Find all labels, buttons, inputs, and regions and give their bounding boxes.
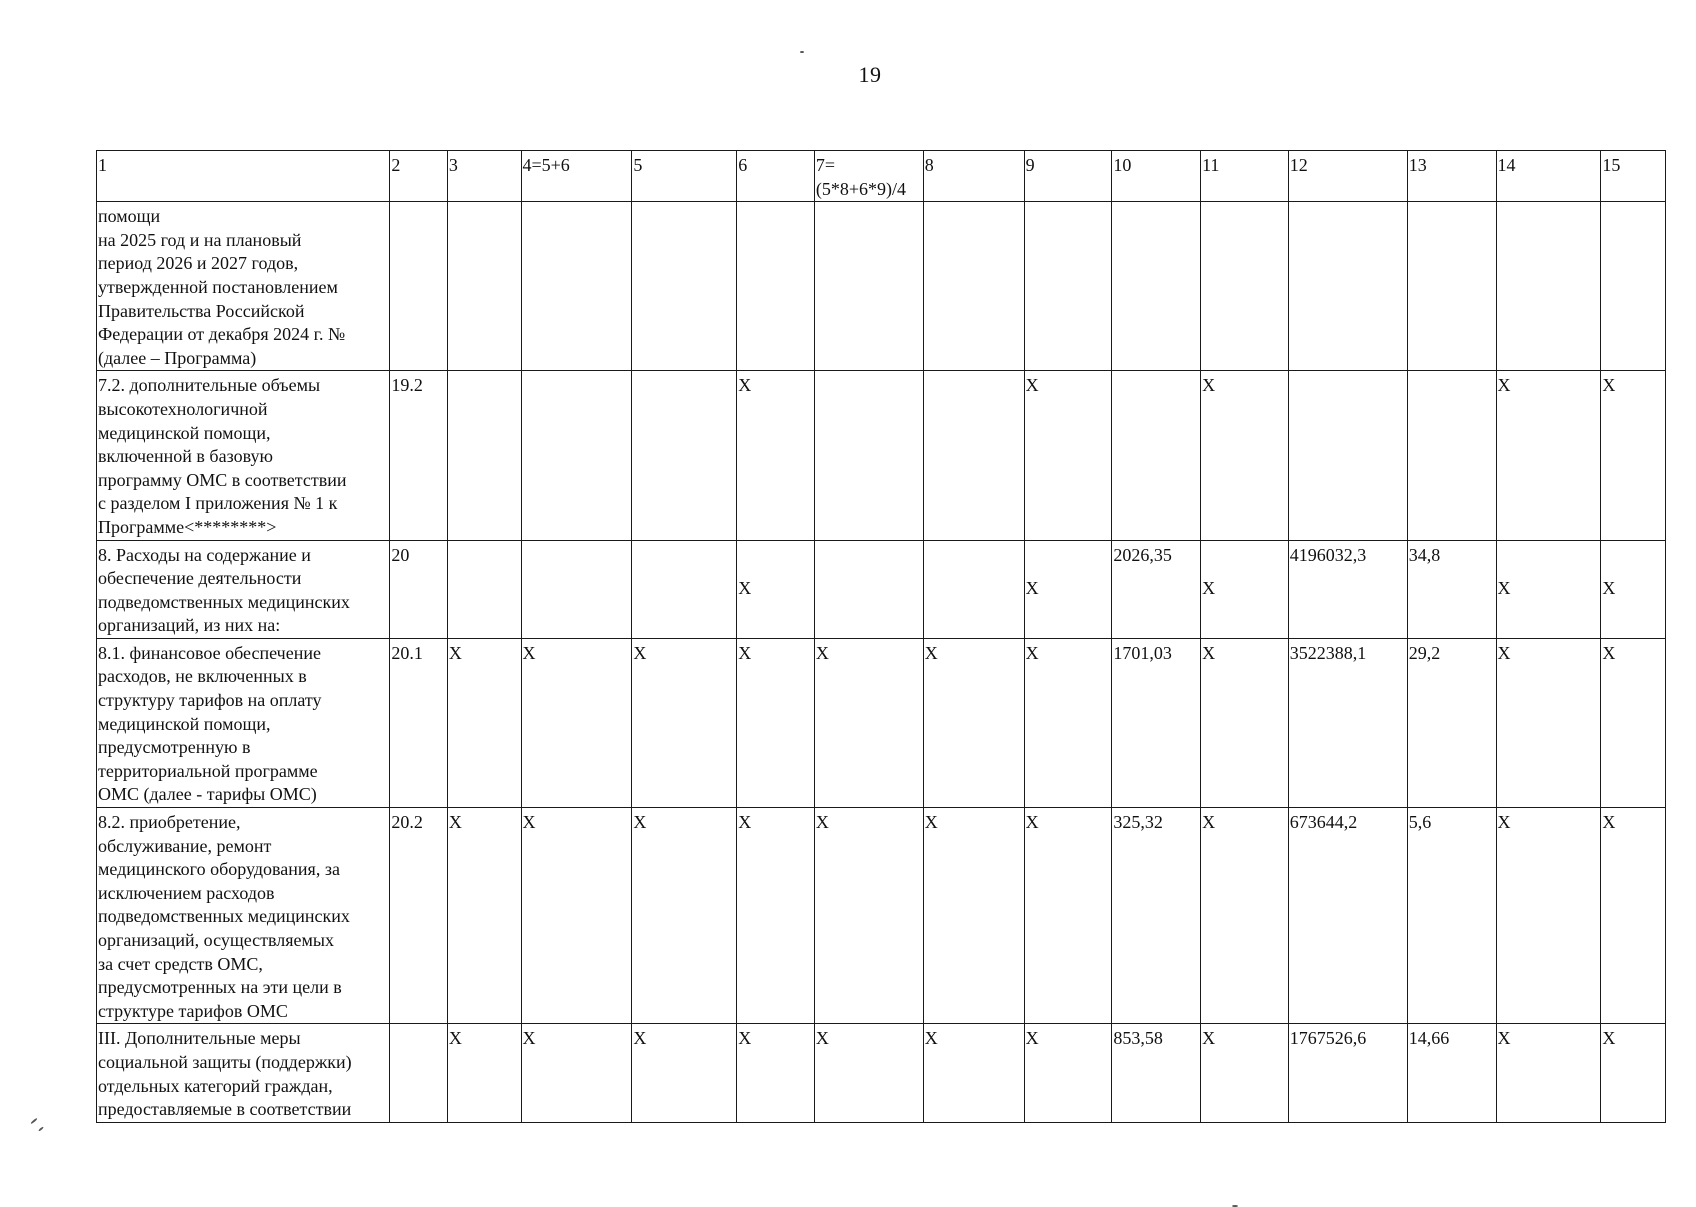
description-line: подведомственных медицинских [98, 591, 350, 612]
description-line: структуре тарифов ОМС [98, 1000, 288, 1021]
cell-col-14: X [1496, 638, 1601, 807]
cell-col-2: 20.2 [390, 808, 447, 1024]
description-line: 8.1. финансовое обеспечение [98, 642, 321, 663]
description-line: исключением расходов [98, 882, 275, 903]
cell-col-4: X [521, 808, 632, 1024]
cell-col-15 [1601, 202, 1666, 371]
scan-speck [800, 51, 804, 53]
row-description [97, 808, 390, 1024]
cell-col-5 [632, 540, 737, 638]
cell-col-2: 19.2 [390, 371, 447, 540]
cell-col-11: X [1201, 808, 1289, 1024]
header-cell-10: 10 [1112, 151, 1201, 202]
cell-col-10 [1112, 371, 1201, 540]
cell-col-3: X [447, 808, 521, 1024]
table-row [97, 202, 1666, 371]
cell-col-6: X [737, 371, 815, 540]
description-line: структуру тарифов на оплату [98, 690, 322, 711]
description-line: включенной в базовую [98, 446, 273, 467]
cell-col-11: X [1201, 638, 1289, 807]
header-cell-6: 6 [737, 151, 815, 202]
cell-col-15: X [1601, 638, 1666, 807]
cell-col-4 [521, 540, 632, 638]
description-line: обеспечение деятельности [98, 568, 302, 589]
cell-col-4 [521, 371, 632, 540]
description-line: (далее – Программа) [98, 347, 257, 368]
page-number: 19 [858, 62, 882, 87]
cell-col-9: X [1024, 371, 1112, 540]
cell-col-14: X [1496, 808, 1601, 1024]
cell-col-7 [814, 371, 923, 540]
description-line: предусмотренных на эти цели в [98, 977, 342, 998]
cell-col-6: X [737, 638, 815, 807]
row-description [97, 1024, 390, 1122]
cell-col-10: 1701,03 [1112, 638, 1201, 807]
cell-col-2: 20.1 [390, 638, 447, 807]
cell-col-15: X [1601, 371, 1666, 540]
cell-col-13: 14,66 [1407, 1024, 1496, 1122]
cell-col-8 [923, 371, 1024, 540]
description-line: организаций, из них на: [98, 615, 281, 636]
description-line: 7.2. дополнительные объемы [98, 375, 321, 396]
cell-col-14 [1496, 202, 1601, 371]
description-line: за счет средств ОМС, [98, 953, 263, 974]
header-cell-5: 5 [632, 151, 737, 202]
description-line: III. Дополнительные меры [98, 1028, 301, 1049]
cell-col-6: X [737, 1024, 815, 1122]
cell-col-12: 3522388,1 [1288, 638, 1407, 807]
cell-col-10 [1112, 202, 1201, 371]
description-line: 8. Расходы на содержание и [98, 544, 311, 565]
cell-col-12 [1288, 202, 1407, 371]
cell-col-5: X [632, 808, 737, 1024]
cell-col-5 [632, 202, 737, 371]
table-row [97, 540, 1666, 638]
description-line: социальной защиты (поддержки) [98, 1051, 352, 1072]
table-row [97, 808, 1666, 1024]
cell-col-15: X [1601, 1024, 1666, 1122]
description-line: медицинской помощи, [98, 422, 271, 443]
description-line: Программе<********> [98, 516, 277, 537]
description-line: Федерации от декабря 2024 г. № [98, 324, 346, 345]
header-cell-2: 2 [390, 151, 447, 202]
description-line: период 2026 и 2027 годов, [98, 253, 299, 274]
cell-col-9 [1024, 202, 1112, 371]
table-row [97, 638, 1666, 807]
cell-col-7: X [814, 1024, 923, 1122]
cell-col-5: X [632, 638, 737, 807]
cell-col-3 [447, 202, 521, 371]
cell-col-2 [390, 1024, 447, 1122]
cell-col-4: X [521, 638, 632, 807]
cell-col-5 [632, 371, 737, 540]
description-line: утвержденной постановлением [98, 276, 338, 297]
cell-col-8 [923, 540, 1024, 638]
cell-col-14: X [1496, 540, 1601, 638]
header-cell-7: 7= (5*8+6*9)/4 [814, 151, 923, 202]
header-cell-13: 13 [1407, 151, 1496, 202]
header-cell-11: 11 [1201, 151, 1289, 202]
cell-col-6 [737, 202, 815, 371]
header-cell-12: 12 [1288, 151, 1407, 202]
cell-col-3: X [447, 1024, 521, 1122]
cell-col-12: 4196032,3 [1288, 540, 1407, 638]
cell-col-13: 34,8 [1407, 540, 1496, 638]
cell-col-14: X [1496, 371, 1601, 540]
header-cell-4: 4=5+6 [521, 151, 632, 202]
cell-col-12: 1767526,6 [1288, 1024, 1407, 1122]
cell-col-11 [1201, 202, 1289, 371]
description-line: ОМС (далее - тарифы ОМС) [98, 784, 317, 805]
header-cell-14: 14 [1496, 151, 1601, 202]
description-line: предусмотренную в [98, 737, 251, 758]
description-line: территориальной программе [98, 760, 318, 781]
data-table [96, 150, 1666, 1123]
cell-col-7 [814, 202, 923, 371]
cell-col-10: 853,58 [1112, 1024, 1201, 1122]
header-cell-3: 3 [447, 151, 521, 202]
cell-col-9: X [1024, 808, 1112, 1024]
cell-col-4 [521, 202, 632, 371]
cell-col-7: X [814, 808, 923, 1024]
cell-col-13: 5,6 [1407, 808, 1496, 1024]
cell-col-13 [1407, 371, 1496, 540]
description-line: 8.2. приобретение, [98, 812, 241, 833]
header-cell-9: 9 [1024, 151, 1112, 202]
table-row [97, 1024, 1666, 1122]
cell-col-2: 20 [390, 540, 447, 638]
cell-col-2 [390, 202, 447, 371]
cell-col-8: X [923, 638, 1024, 807]
description-line: обслуживание, ремонт [98, 835, 272, 856]
description-line: предоставляемые в соответствии [98, 1099, 352, 1120]
cell-col-11: X [1201, 1024, 1289, 1122]
cell-col-8 [923, 202, 1024, 371]
description-line: медицинской помощи, [98, 713, 271, 734]
cell-col-13 [1407, 202, 1496, 371]
cell-col-10: 325,32 [1112, 808, 1201, 1024]
header-row [97, 151, 1666, 202]
cell-col-5: X [632, 1024, 737, 1122]
cell-col-7: X [814, 638, 923, 807]
scan-speck [38, 1126, 44, 1131]
cell-col-4: X [521, 1024, 632, 1122]
header-cell-15: 15 [1601, 151, 1666, 202]
cell-col-15: X [1601, 540, 1666, 638]
cell-col-7 [814, 540, 923, 638]
description-line: на 2025 год и на плановый [98, 229, 302, 250]
cell-col-11: X [1201, 540, 1289, 638]
row-description [97, 202, 390, 371]
cell-col-11: X [1201, 371, 1289, 540]
description-line: с разделом I приложения № 1 к [98, 493, 338, 514]
cell-col-6: X [737, 540, 815, 638]
cell-col-15: X [1601, 808, 1666, 1024]
description-line: Правительства Российской [98, 300, 305, 321]
cell-col-3 [447, 540, 521, 638]
cell-col-3: X [447, 638, 521, 807]
cell-col-3 [447, 371, 521, 540]
cell-col-14: X [1496, 1024, 1601, 1122]
description-line: отдельных категорий граждан, [98, 1075, 333, 1096]
row-description [97, 371, 390, 540]
table-row [97, 371, 1666, 540]
description-line: медицинского оборудования, за [98, 859, 340, 880]
scan-speck [30, 1118, 37, 1125]
description-line: программу ОМС в соответствии [98, 469, 347, 490]
cell-col-10: 2026,35 [1112, 540, 1201, 638]
row-description [97, 638, 390, 807]
row-description [97, 540, 390, 638]
cell-col-8: X [923, 808, 1024, 1024]
description-line: помощи [98, 206, 161, 227]
description-line: подведомственных медицинских [98, 906, 350, 927]
cell-col-9: X [1024, 638, 1112, 807]
description-line: расходов, не включенных в [98, 666, 307, 687]
cell-col-9: X [1024, 1024, 1112, 1122]
cell-col-13: 29,2 [1407, 638, 1496, 807]
cell-col-12 [1288, 371, 1407, 540]
header-cell-1: 1 [97, 151, 390, 202]
cell-col-8: X [923, 1024, 1024, 1122]
header-cell-8: 8 [923, 151, 1024, 202]
description-line: высокотехнологичной [98, 398, 268, 419]
description-line: организаций, осуществляемых [98, 930, 334, 950]
cell-col-6: X [737, 808, 815, 1024]
cell-col-9: X [1024, 540, 1112, 638]
cell-col-12: 673644,2 [1288, 808, 1407, 1024]
